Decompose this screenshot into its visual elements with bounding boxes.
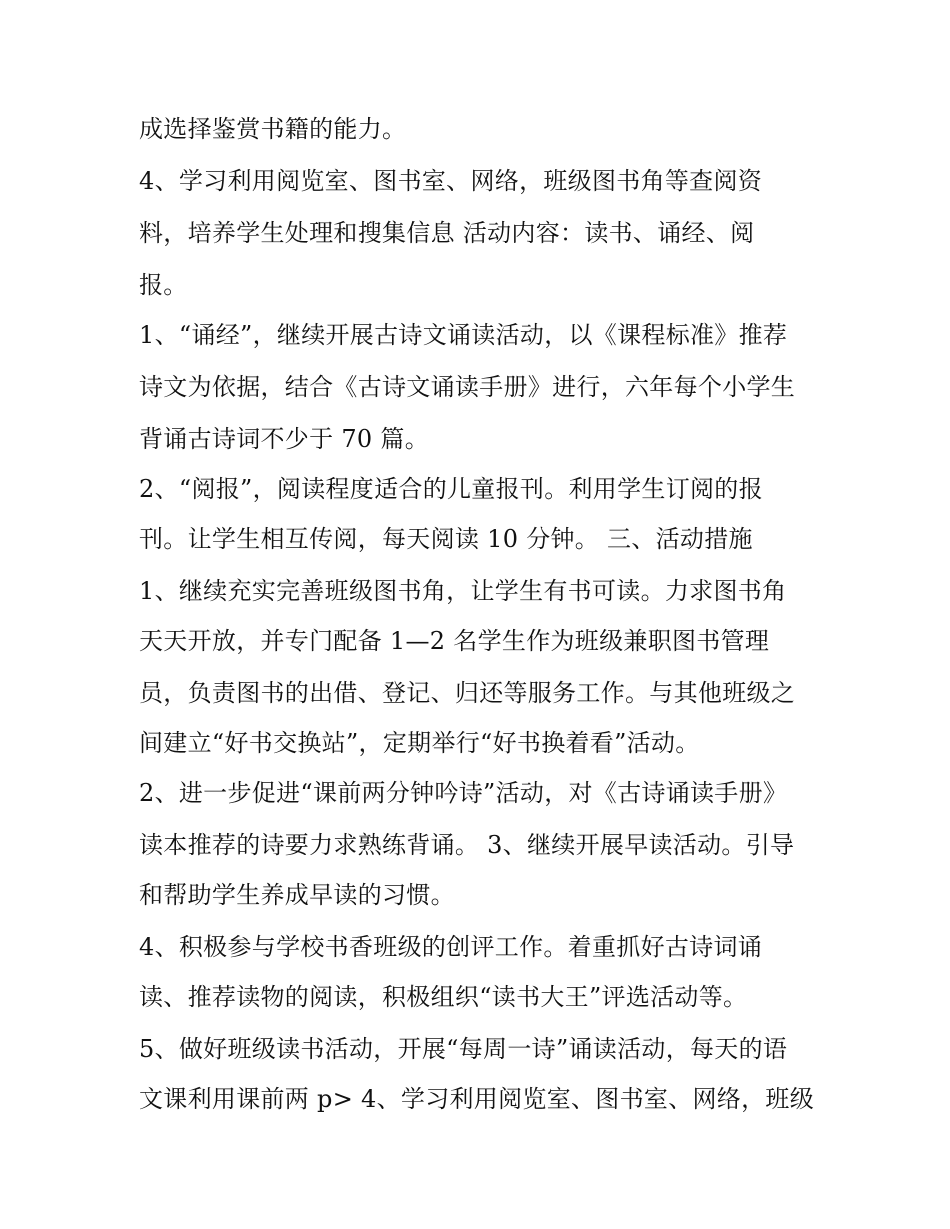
text-line: 员，负责图书的出借、登记、归还等服务工作。与其他班级之 (139, 679, 796, 707)
text-line: 料，培养学生处理和搜集信息 活动内容：读书、诵经、阅 (139, 219, 755, 247)
text-line: 4、积极参与学校书香班级的创评工作。着重抓好古诗词诵 (139, 933, 763, 961)
text-line: 5、做好班级读书活动，开展“每周一诗”诵读活动，每天的语 (139, 1035, 788, 1063)
text-line: 间建立“好书交换站”，定期举行“好书换着看”活动。 (139, 729, 700, 757)
text-line: 和帮助学生养成早读的习惯。 (139, 881, 455, 909)
text-line: 报。 (139, 271, 188, 299)
text-line: 天天开放，并专门配备 1—2 名学生作为班级兼职图书管理 (139, 627, 770, 655)
text-line: 4、学习利用阅览室、图书室、网络，班级图书角等查阅资 (139, 167, 763, 195)
text-line: 成选择鉴赏书籍的能力。 (139, 115, 407, 143)
text-line: 文课利用课前两 p> 4、学习利用阅览室、图书室、网络，班级 (139, 1085, 814, 1113)
text-line: 1、“诵经”，继续开展古诗文诵读活动，以《课程标准》推荐 (139, 321, 788, 349)
text-line: 读本推荐的诗要力求熟练背诵。 3、继续开展早读活动。引导 (139, 831, 795, 859)
text-line: 刊。让学生相互传阅，每天阅读 10 分钟。 三、活动措施 (139, 525, 753, 553)
text-line: 2、“阅报”，阅读程度适合的儿童报刊。利用学生订阅的报 (139, 475, 763, 503)
text-line: 2、进一步促进“课前两分钟吟诗”活动，对《古诗诵读手册》 (139, 779, 788, 807)
text-line: 背诵古诗词不少于 70 篇。 (139, 425, 429, 453)
text-line: 1、继续充实完善班级图书角，让学生有书可读。力求图书角 (139, 577, 787, 605)
text-line: 读、推荐读物的阅读，积极组织“读书大王”评选活动等。 (139, 983, 748, 1011)
text-line: 诗文为依据，结合《古诗文诵读手册》进行，六年每个小学生 (139, 373, 796, 401)
